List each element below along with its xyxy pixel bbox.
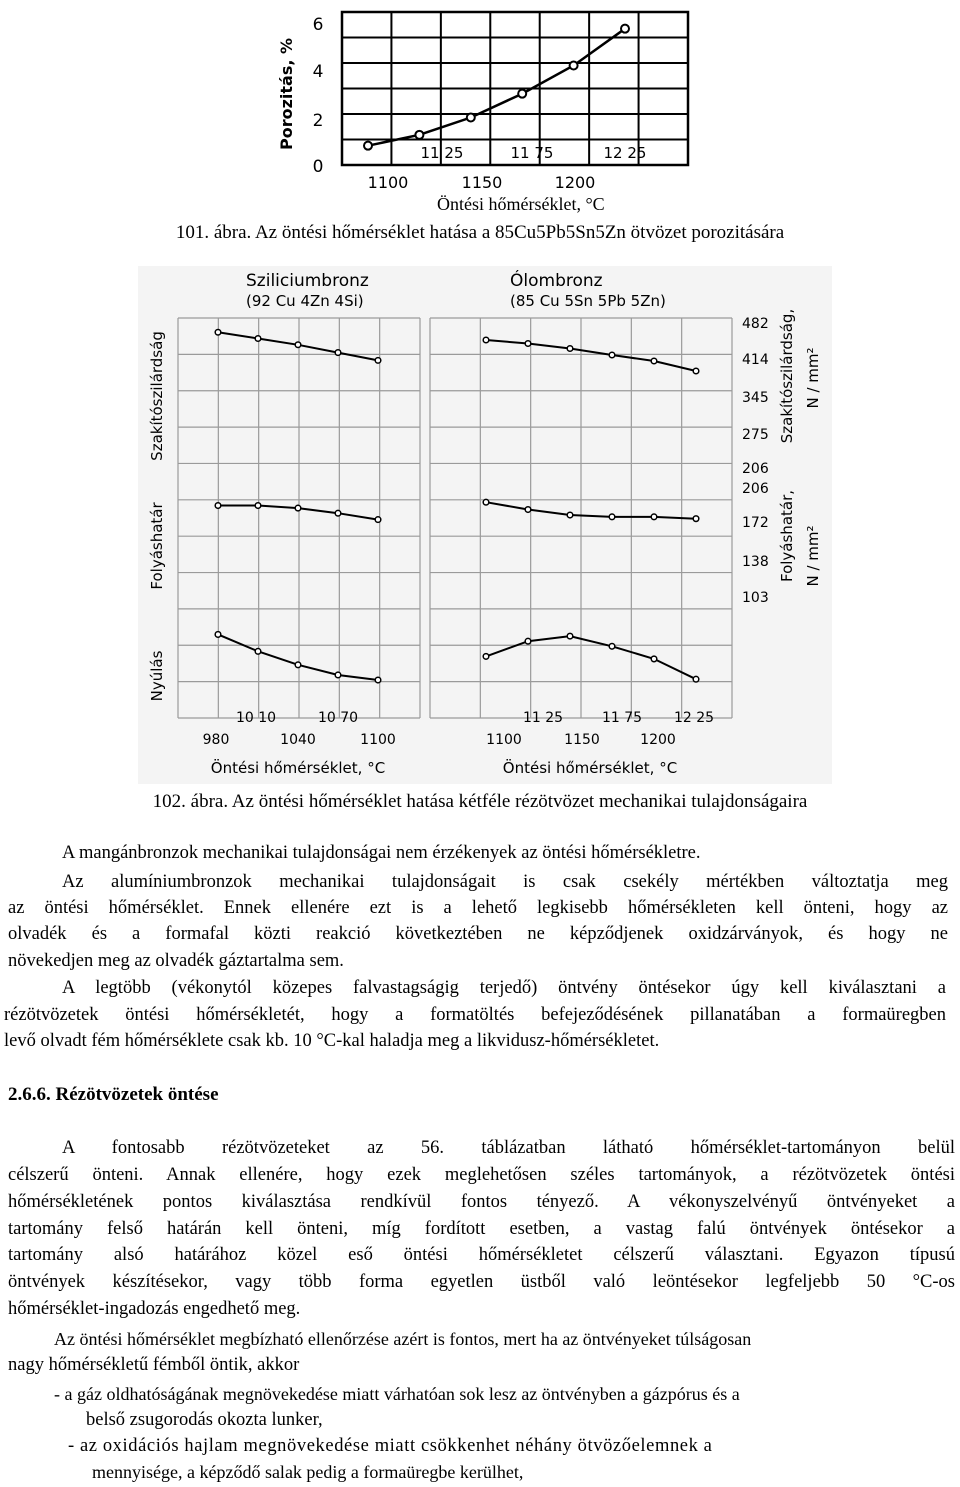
x-axis-unit-label: Öntési hőmérséklet, °C xyxy=(210,759,386,777)
data-point xyxy=(483,337,489,343)
data-point xyxy=(255,649,261,655)
right-tick: 172 xyxy=(742,515,769,531)
x-tick: 1200 xyxy=(640,732,676,748)
point-label: 11 75 xyxy=(510,144,554,162)
mechanical-properties-chart xyxy=(138,266,832,784)
data-point xyxy=(609,643,615,649)
data-point xyxy=(295,342,301,348)
data-point xyxy=(567,346,573,352)
data-point xyxy=(518,90,526,98)
section-heading: 2.6.6. Rézötvözetek öntése xyxy=(8,1084,219,1105)
data-point xyxy=(651,358,657,364)
data-point xyxy=(651,656,657,662)
bullet-oxidation-cont: mennyisége, a képződő salak pedig a formaüregbe kerülhet, xyxy=(92,1462,524,1482)
point-label: 11 75 xyxy=(601,710,643,726)
paragraph-alloys-line: tartomány alsó határához közel eső öntési hőmérsékletet célszerű választani. Egyazon típusú xyxy=(8,1245,955,1265)
data-point xyxy=(525,507,531,513)
data-point xyxy=(467,114,475,122)
right-axis-label: Folyáshatár, xyxy=(778,489,796,583)
paragraph-casting-temp-line: A legtöbb (vékonytól közepes falvastagságig terjedő) öntvény öntésekor úgy kell kiválasztani a xyxy=(62,978,946,998)
y-tick: 2 xyxy=(312,111,324,131)
bullet-gas: - a gáz oldhatóságának megnövekedése miatt várhatóan sok lesz az öntvényben a gázpórus és a xyxy=(54,1384,740,1404)
right-tick: 345 xyxy=(742,390,769,406)
figure-101-caption: 101. ábra. Az öntési hőmérséklet hatása a 85Cu5Pb5Sn5Zn ötvözet porozitására xyxy=(175,222,785,243)
data-point xyxy=(375,677,381,683)
paragraph-aluminium-line: Az alumíniumbronzok mechanikai tulajdonságait is csak csekély mértékben változtatja meg xyxy=(62,872,948,892)
data-point xyxy=(567,633,573,639)
data-point xyxy=(567,512,573,518)
x-tick: 1150 xyxy=(461,173,503,192)
data-point xyxy=(335,672,341,678)
paragraph-alloys-line: A fontosabb rézötvözeteket az 56. táblázatban látható hőmérséklet-tartományon belül xyxy=(62,1138,955,1158)
data-point xyxy=(255,503,261,509)
x-tick: 980 xyxy=(202,732,230,748)
x-tick: 1150 xyxy=(564,732,600,748)
paragraph-alloys-line: hőmérsékletének pontos kiválasztása rendkívül fontos tényező. A vékonyszelvényű öntvényeket a xyxy=(8,1192,955,1212)
paragraph-alloys-line: tartomány felső határán kell önteni, míg fordított esetben, a vastag falú öntvények öntésekor a xyxy=(8,1219,955,1239)
paragraph-casting-temp-line: rézötvözetek öntési hőmérsékletét, hogy a formatöltés befejeződésének pillanatában a formaüregben xyxy=(4,1005,946,1025)
data-point xyxy=(525,638,531,644)
y-tick: 4 xyxy=(312,62,324,82)
x-tick: 1200 xyxy=(554,173,596,192)
figure-102-caption: 102. ábra. Az öntési hőmérséklet hatása kétféle rézötvözet mechanikai tulajdonságaira xyxy=(152,791,808,812)
data-point xyxy=(609,514,615,520)
x-axis-unit-label: Öntési hőmérséklet, °C xyxy=(437,194,605,214)
right-axis-label: Szakítószilárdság, xyxy=(778,308,796,444)
point-label: 12 25 xyxy=(603,144,647,162)
porosity-series-line xyxy=(368,29,625,146)
point-label: 10 70 xyxy=(317,710,359,726)
bullet-gas-cont: belső zsugorodás okozta lunker, xyxy=(86,1410,323,1430)
right-tick: 206 xyxy=(742,481,769,497)
right-tick: 482 xyxy=(742,316,769,332)
porosity-chart xyxy=(270,0,700,196)
paragraph-manganese: A mangánbronzok mechanikai tulajdonságai nem érzékenyek az öntési hőmérsékletre. xyxy=(62,843,701,863)
right-axis-label: N / mm² xyxy=(804,347,822,409)
point-label: 12 25 xyxy=(673,710,715,726)
data-point xyxy=(483,499,489,505)
x-tick: 1100 xyxy=(360,732,396,748)
point-label: 10 10 xyxy=(235,710,277,726)
paragraph-control-line: Az öntési hőmérséklet megbízható ellenőrzése azért is fontos, mert ha az öntvényeket túlságosan xyxy=(54,1329,752,1349)
left-chart-subtitle: (92 Cu 4Zn 4Si) xyxy=(246,292,364,310)
right-tick: 414 xyxy=(742,352,769,368)
paragraph-aluminium-line: növekedjen meg az olvadék gáztartalma sem. xyxy=(8,951,344,971)
right-tick: 103 xyxy=(742,590,769,606)
data-point xyxy=(693,368,699,374)
data-point xyxy=(364,142,372,150)
data-point xyxy=(570,62,578,70)
y-axis-label: Porozitás, % xyxy=(277,37,296,151)
data-point xyxy=(295,662,301,668)
paragraph-alloys-line: célszerű önteni. Annak ellenére, hogy ezek meglehetősen széles tartományok, a rézötvözetek öntési xyxy=(8,1165,955,1185)
paragraph-alloys-line: öntvények készítésekor, vagy több forma egyetlen üstből való leöntésekor legfeljebb 50 °C-os xyxy=(8,1272,955,1292)
figure-102 xyxy=(138,266,832,784)
data-point xyxy=(693,676,699,682)
right-tick: 275 xyxy=(742,427,769,443)
right-tick: 206 xyxy=(742,461,769,477)
data-point xyxy=(693,516,699,522)
data-point xyxy=(215,632,221,638)
left-axis-label: Folyáshatár xyxy=(148,502,166,590)
data-point xyxy=(295,505,301,511)
paragraph-alloys-line: hőmérséklet-ingadozás engedhető meg. xyxy=(8,1299,301,1319)
left-chart-title: Sziliciumbronz xyxy=(246,271,369,291)
data-point xyxy=(609,352,615,358)
x-tick: 1040 xyxy=(280,732,316,748)
figure-101 xyxy=(270,0,700,196)
right-axis-label: N / mm² xyxy=(804,525,822,587)
data-point xyxy=(335,510,341,516)
point-label: 11 25 xyxy=(522,710,564,726)
left-axis-label: Szakítószilárdság xyxy=(148,331,166,461)
y-tick: 0 xyxy=(312,157,324,177)
x-axis-unit-label: Öntési hőmérséklet, °C xyxy=(502,759,678,777)
data-point xyxy=(621,25,629,33)
point-label: 11 25 xyxy=(420,144,464,162)
right-chart-subtitle: (85 Cu 5Sn 5Pb 5Zn) xyxy=(510,292,666,310)
data-point xyxy=(651,514,657,520)
data-point xyxy=(215,503,221,509)
bullet-oxidation: - az oxidációs hajlam megnövekedése miatt csökkenhet néhány ötvözőelemnek a xyxy=(68,1436,713,1456)
data-point xyxy=(525,341,531,347)
paragraph-casting-temp-line: levő olvadt fém hőmérséklete csak kb. 10 °C-kal haladja meg a likvidusz-hőmérsékletet. xyxy=(4,1031,660,1051)
paragraph-aluminium-line: az öntési hőmérséklet. Ennek ellenére ezt is a lehető legkisebb hőmérsékleten kell önteni, hogy az xyxy=(8,898,948,918)
data-point xyxy=(375,517,381,523)
x-tick: 1100 xyxy=(367,173,409,192)
data-point xyxy=(483,654,489,660)
paragraph-aluminium-line: olvadék és a formafal közti reakció következtében ne képződjenek oxidzárványok, és hogy ne xyxy=(8,924,948,944)
right-chart-title: Ólombronz xyxy=(510,271,603,291)
paragraph-control-line: nagy hőmérsékletű fémből öntik, akkor xyxy=(8,1355,300,1375)
data-point xyxy=(215,329,221,335)
data-point xyxy=(375,358,381,364)
right-tick: 138 xyxy=(742,554,769,570)
left-axis-label: Nyúlás xyxy=(148,650,166,702)
data-point xyxy=(335,350,341,356)
data-point xyxy=(255,336,261,342)
x-tick: 1100 xyxy=(486,732,522,748)
y-tick: 6 xyxy=(312,15,324,35)
data-point xyxy=(415,131,423,139)
